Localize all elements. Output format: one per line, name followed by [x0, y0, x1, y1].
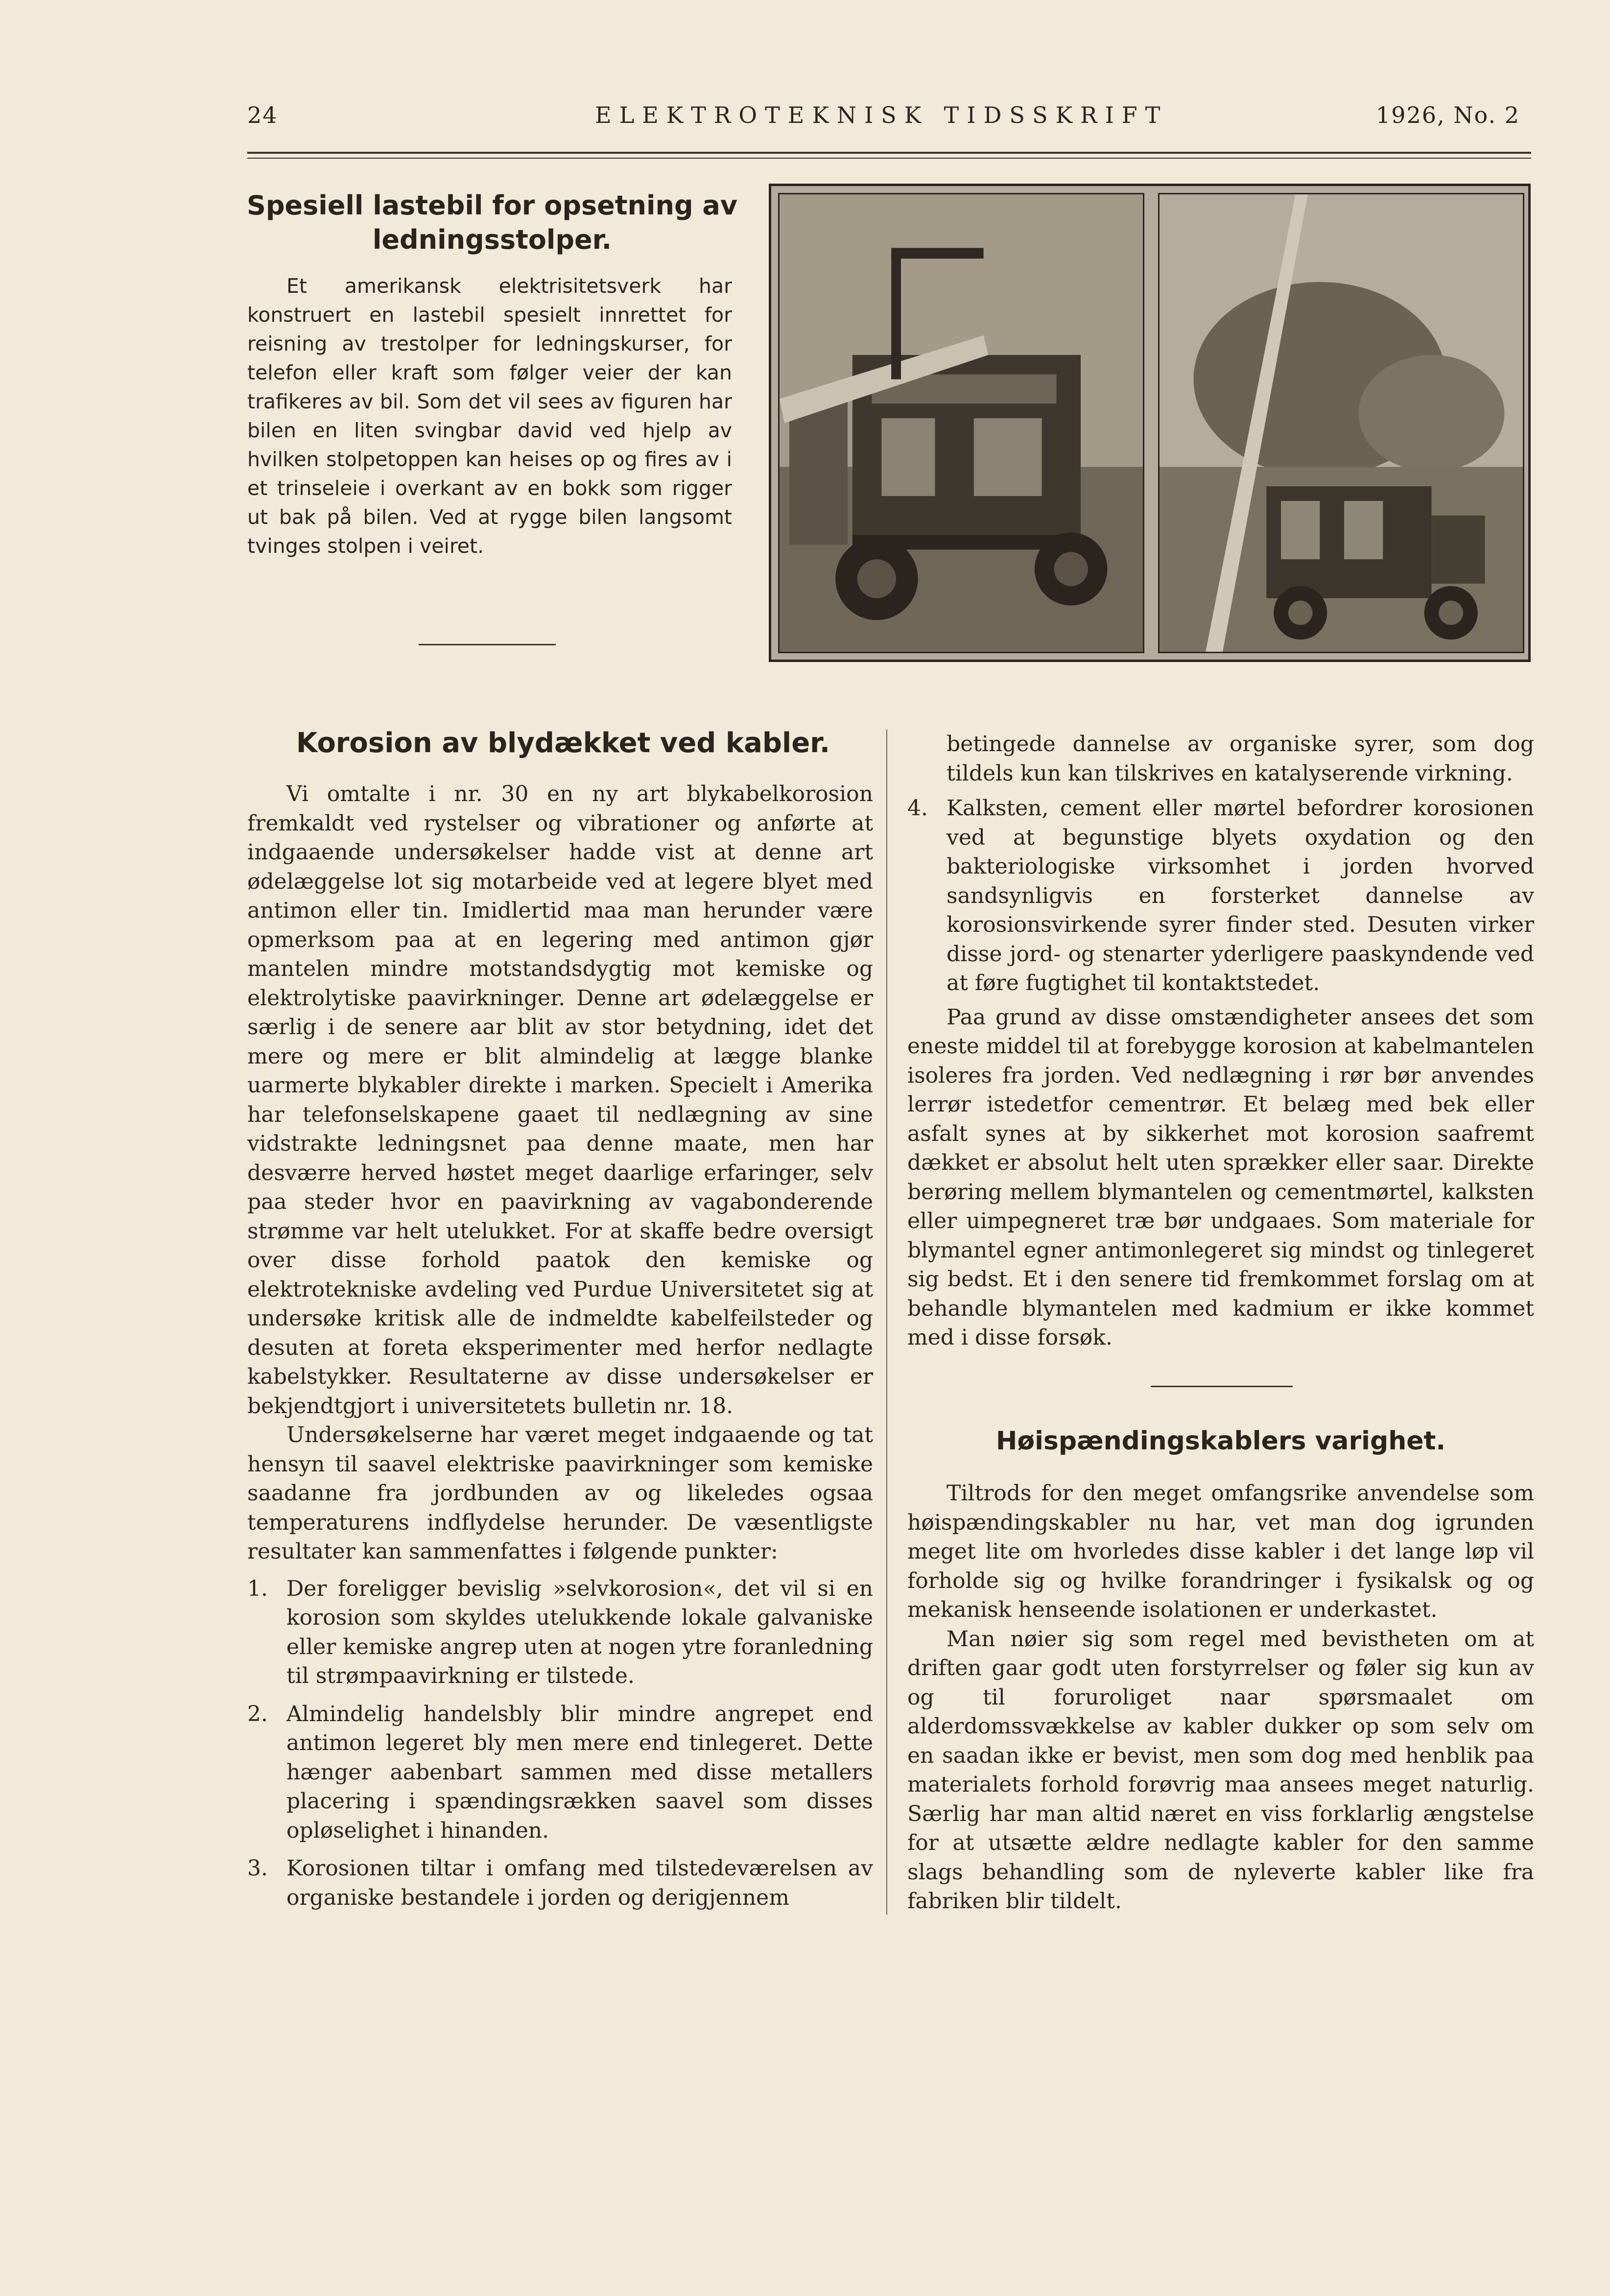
- article2-closing-paragraph: Paa grund av disse omstændigheter ansees det som eneste middel til at forebygge korosion at kabelmantelen isoleres fra jorden. Ved nedlægning i rør bør anvendes lerrør istedetfor cementrør. Et belæg med bek eller asfalt synes at by sikkerhet mot korosion saafremt dækket er absolut helt uten sprækker eller saar. Direkte berøring mellem blymantelen og cementmørtel, kalksten eller uimpegneret træ bør undgaaes. Som materiale for blymantel egner antimonlegeret sig mindst og tinlegeret sig bedst. Et i den senere tid fremkommet forslag om at behandle blymantelen med kadmium er ikke kommet med i disse forsøk.: [907, 1004, 1534, 1350]
- photo-frame: [769, 184, 1531, 662]
- truck-raising-pole-photo: [1158, 193, 1524, 653]
- article3-title: Høispændingskablers varighet.: [995, 1426, 1446, 1456]
- journal-title: ELEKTROTEKNISK TIDSSKRIFT: [595, 102, 1168, 128]
- list-number: 4.: [907, 796, 928, 821]
- raising-pole-illustration: [1160, 194, 1523, 652]
- article2-list-item-1: [247, 1574, 873, 1691]
- list-number: 3.: [247, 1856, 268, 1881]
- article1-title: Spesiell lastebil for opsetning av ledningsstolper.: [246, 190, 738, 255]
- article1-end-rule: [419, 644, 556, 645]
- header-rule-bottom: [247, 158, 1531, 159]
- article2-paragraph-1: Vi omtalte i nr. 30 en ny art blykabelkorosion fremkaldt ved rystelser og vibrationer og anførte at indgaaende undersøkelser hadde vist at denne art ødelæggelse lot sig motarbeide ved at legere blyet med antimon eller tin. Imidlertid maa man herunder være opmerksom paa at en legering med antimon gjør mantelen mindre motstandsdygtig mot kemiske og elektrolytiske paavirkninger. Denne art ødelæggelse er særlig i de senere aar blit av stor betydning, idet det mere og mere er blit almindelig at lægge blanke uarmerte blykabler direkte i marken. Specielt i Amerika har telefonselskapene gaaet til nedlægning av sine vidstrakte ledningsnet paa denne maate, men har desværre herved høstet meget daarlige erfaringer, selv paa steder hvor en paavirkning av vagabonderende strømme var helt utelukket. For at skaffe bedre oversigt over disse forhold paatok den kemiske og elektrotekniske avdeling ved Purdue Universitetet sig at undersøke kritisk alle de indmeldte kabelfeilsteder og desuten at foreta eksperimenter med herfor nedlagte kabelstykker. Resultaterne av disse undersøkelser er bekjendtgjort i universitetets bulletin nr. 18.: [247, 781, 873, 1419]
- article2-paragraph-2: Undersøkelserne har været meget indgaaende og tat hensyn til saavel elektriske paavirkninger som kemiske saadanne fra jordbunden av og likeledes ogsaa temperaturens indflydelse herunder. De væsentligste resultater kan sammenfattes i følgende punkter:: [247, 1422, 873, 1564]
- list-text: Almindelig handelsbly blir mindre angrepet end antimon legeret bly men mere end tinlegeret. Dette hænger aabenbart sammen med disse metallers placering i spændingsrækken saavel som disses opløselighet i hinanden.: [286, 1701, 873, 1843]
- truck-with-pole-photo: [778, 193, 1144, 653]
- column-divider: [886, 730, 887, 1915]
- article2-list-item-4: [907, 794, 1534, 998]
- list-text: Korosionen tiltar i omfang med tilstedeværelsen av organiske bestandele i jorden og derigjennem: [286, 1856, 873, 1910]
- truck-photo-illustration: [780, 194, 1143, 652]
- list-text: Der foreligger bevislig »selvkorosion«, det vil si en korosion som skyldes utelukkende lokale galvaniske eller kemiske angrep uten at nogen ytre foranledning til strømpaavirkning er tilstede.: [286, 1576, 873, 1688]
- article2-list-item-2: [247, 1700, 873, 1846]
- issue-label: 1926, No. 2: [1376, 102, 1520, 128]
- article2-title: Korosion av blydækket ved kabler.: [296, 727, 830, 759]
- article3-paragraph-1: Tiltrods for den meget omfangsrike anvendelse som høispændingskabler nu har, vet man dog igrunden meget lite om hvorledes disse kabler i det lange løp vil forholde sig og hvilke forandringer i fysikalsk og og mekanisk henseende isolationen er underkastet.: [907, 1481, 1534, 1622]
- article3-body: [907, 1479, 1534, 1916]
- page-number: 24: [247, 102, 278, 128]
- list-number: 2.: [247, 1701, 268, 1727]
- header-rule-top: [247, 152, 1531, 154]
- article1-paragraph: Et amerikansk elektrisitetsverk har konstruert en lastebil spesielt innrettet for reisning av trestolper for ledningskurser, for telefon eller kraft som følger veier der kan trafikeres av bil. Som det vil sees av figuren har bilen en liten svingbar david ved hjelp av hvilken stolpetoppen kan heises op og fires av i et trinseleie i overkant av en bokk som rigger ut bak på bilen. Ved at rygge bilen langsomt tvinges stolpen i veiret.: [247, 274, 732, 558]
- article2-end-rule: [1151, 1386, 1293, 1387]
- article3-paragraph-2: Man nøier sig som regel med bevistheten om at driften gaar godt uten forstyrrelser og føler sig kun av og til foruroliget naar spørsmaalet om alderdomssvækkelse av kabler dukker op som selv om en saadan ikke er bevist, men som dog med henblik paa materialets forhold forøvrig maa ansees meget naturlig. Særlig har man altid næret en viss forklarlig ængstelse for at utsætte ældre nedlagte kabler for den samme slags behandling som de nyleverte kabler like fra fabriken blir tildelt.: [907, 1626, 1534, 1914]
- article2-list-item-3: [247, 1854, 873, 1912]
- list-text: Kalksten, cement eller mørtel befordrer korosionen ved at begunstige blyets oxydation og den bakteriologiske virksomhet i jorden hvorved sandsynligvis en forsterket dannelse av korosionsvirkende syrer finder sted. Desuten virker disse jord- og stenarter yderligere paaskyndende ved at føre fugtighet til kontaktstedet.: [947, 796, 1534, 995]
- article2-left-column: [247, 780, 873, 1912]
- article2-right-column: [907, 730, 1534, 1352]
- list-number: 1.: [247, 1576, 268, 1601]
- article2-continuation: betingede dannelse av organiske syrer, som dog tildels kun kan tilskrives en katalyserende virkning.: [947, 732, 1534, 786]
